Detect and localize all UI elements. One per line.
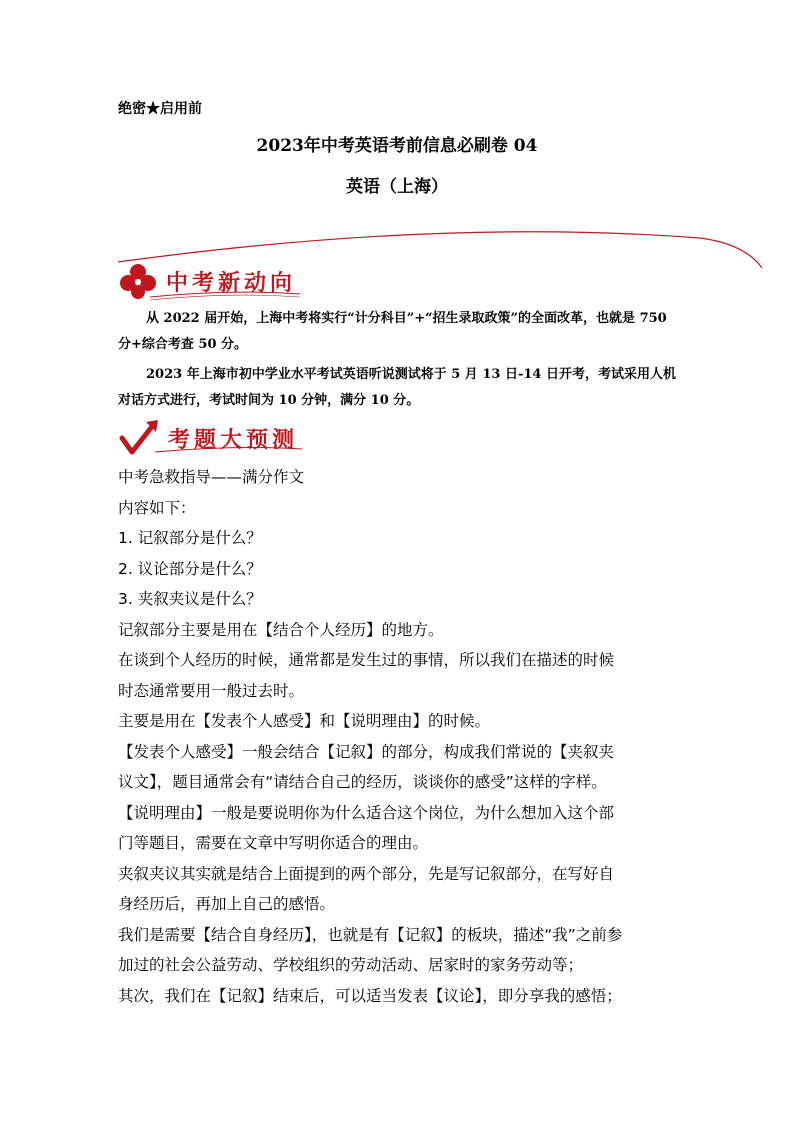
text-line: 在谈到个人经历的时候，通常都是发生过的事情，所以我们在描述的时候 — [118, 651, 615, 669]
text-line: 3. 夹叙夹议是什么？ — [118, 590, 262, 608]
text-line: 主要是用在【发表个人感受】和【说明理由】的时候。 — [118, 712, 491, 730]
text-line: 门等题目，需要在文章中写明你适合的理由。 — [118, 834, 429, 852]
text-line: 身经历后，再加上自己的感悟。 — [118, 895, 336, 913]
confidential-label: 绝密★启用前 — [118, 101, 202, 117]
body-text — [118, 462, 684, 1011]
clover-icon — [118, 262, 158, 300]
arrow-check-icon — [118, 418, 162, 458]
text-line: 我们是需要【结合自身经历】，也就是有【记叙】的板块，描述“我”之前参 — [118, 925, 623, 944]
text-line: 议文】，题目通常会有“请结合自己的经历，谈谈你的感受”这样的字样。 — [118, 773, 607, 791]
text-line: 1. 记叙部分是什么？ — [118, 529, 262, 547]
section-heading-text: 考题大预测 — [168, 427, 299, 453]
section-heading-prediction — [118, 418, 298, 458]
text-line: 加过的社会公益劳动、学校组织的劳动活动、居家时的家务劳动等； — [118, 956, 584, 974]
text-line: 其次，我们在【记叙】结束后，可以适当发表【议论】，即分享我的感悟； — [118, 986, 622, 1005]
text-line: 时态通常要用一般过去时。 — [118, 681, 305, 700]
text-line: 【发表个人感受】一般会结合【记叙】的部分，构成我们常说的【夹叙夹 — [118, 742, 615, 761]
section-heading-text: 中考新动向 — [166, 270, 297, 296]
text-line: 内容如下： — [118, 498, 196, 517]
text-line: 【说明理由】一般是要说明你为什么适合这个岗位，为什么想加入这个部 — [118, 803, 615, 822]
text-line: 2. 议论部分是什么？ — [118, 559, 262, 578]
text-line: 夹叙夹议其实就是结合上面提到的两个部分，先是写记叙部分，在写好自 — [118, 864, 615, 883]
section-heading-new-trends — [118, 262, 296, 300]
text-line: 中考急救指导——满分作文 — [118, 468, 305, 486]
paragraph: 2023 年上海市初中学业水平考试英语听说测试将于 5 月 13 日-14 日开考，考试采用人机对话方式进行，考试时间为 10 分钟，满分 10 分。 — [118, 367, 676, 408]
page-subtitle: 英语（上海） — [346, 177, 448, 197]
text-line: 记叙部分主要是用在【结合个人经历】的地方。 — [118, 620, 444, 639]
paragraph: 从 2022 届开始，上海中考将实行“计分科目”+“招生录取政策”的全面改革，也就是 750 分+综合考查 50 分。 — [118, 311, 667, 352]
page-title: 2023年中考英语考前信息必刷卷 04 — [256, 136, 538, 156]
